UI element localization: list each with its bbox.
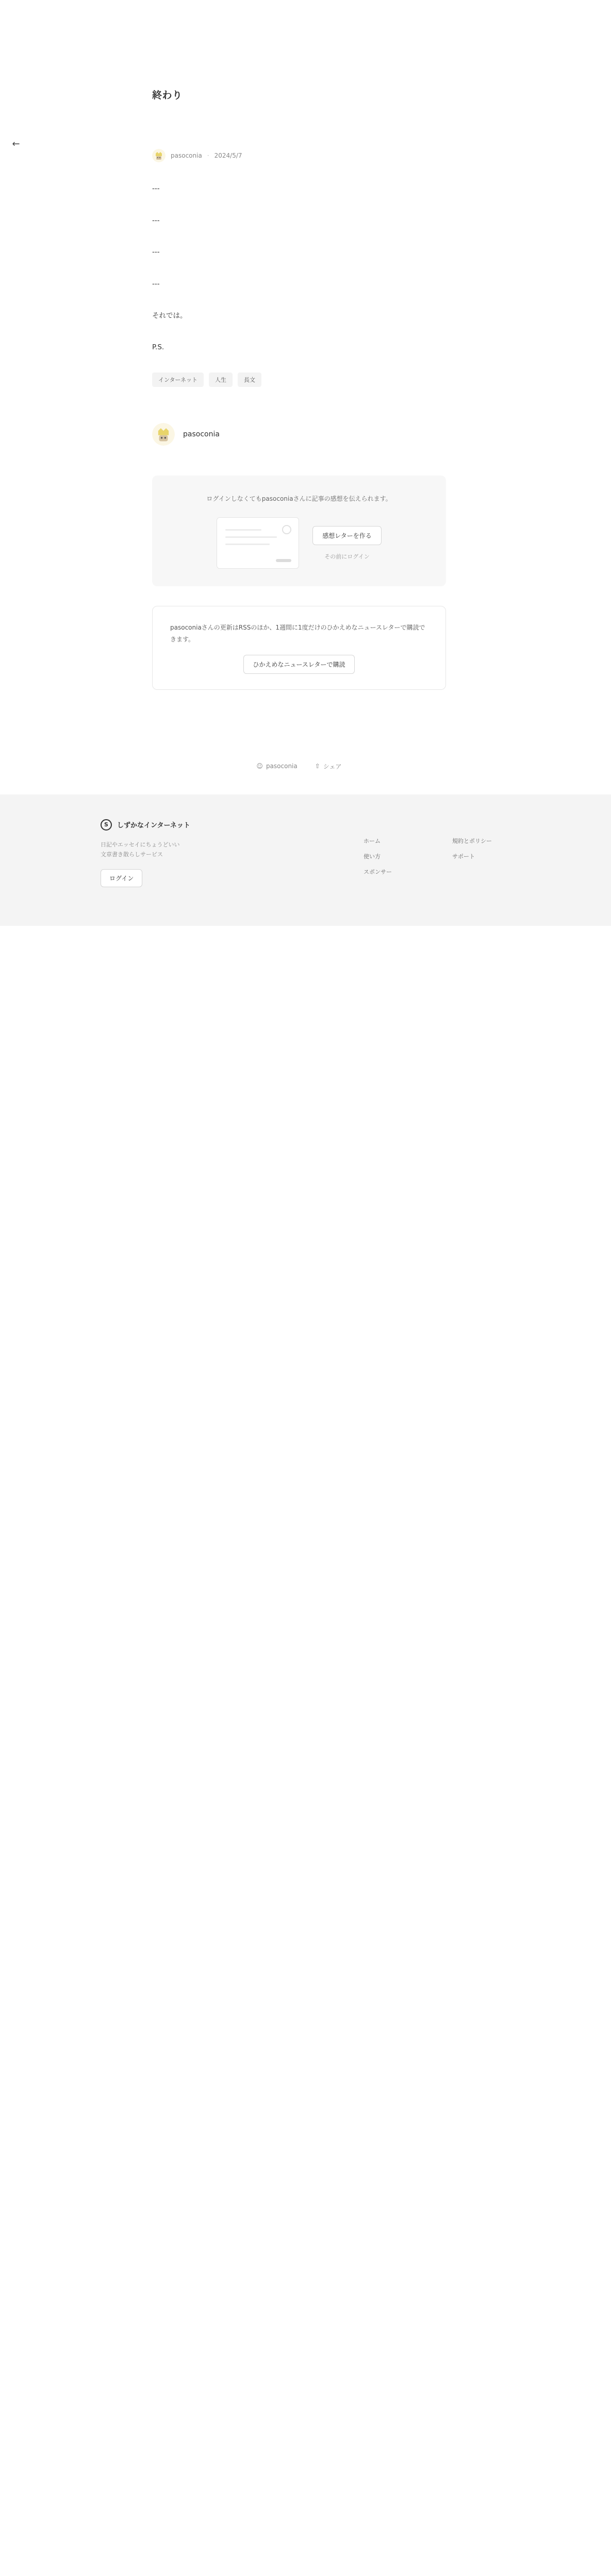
footer-link-sponsor[interactable]: スポンサー [364, 868, 392, 875]
share-button[interactable] [315, 762, 342, 771]
author-avatar[interactable] [152, 423, 175, 446]
preview-line [225, 544, 270, 545]
article [152, 0, 446, 771]
footer-nav-legal [452, 819, 541, 926]
tag-list [152, 372, 446, 387]
tag[interactable]: インターネット [152, 372, 204, 387]
avatar[interactable] [152, 149, 166, 162]
footer-link-guide[interactable]: 使い方 [364, 853, 381, 860]
stamp-icon [282, 525, 291, 534]
brand-desc-line: 文章書き散らしサービス [101, 851, 163, 858]
article-body [152, 182, 446, 355]
tag[interactable]: 人生 [209, 372, 233, 387]
brand-name: しずかなインターネット [117, 822, 190, 830]
share-icon: ⇧ [315, 762, 320, 770]
page [0, 0, 611, 926]
footer-nav-main [364, 819, 452, 926]
brand-description [101, 840, 364, 860]
letter-preview-image [217, 517, 299, 569]
footer-login-button[interactable]: ログイン [101, 869, 142, 887]
author-link[interactable]: pasoconia [171, 152, 202, 159]
site-footer [0, 794, 611, 926]
back-arrow-icon[interactable]: ← [12, 138, 20, 149]
letter-card [152, 476, 446, 586]
author-name[interactable]: pasoconia [183, 430, 220, 439]
divider-text: --- [152, 216, 160, 225]
tag[interactable]: 長文 [238, 372, 261, 387]
footer-link-support[interactable]: サポート [452, 853, 475, 860]
divider-text: --- [152, 280, 160, 289]
share-label: シェア [323, 762, 342, 770]
preview-line [225, 529, 261, 531]
footer-link-terms[interactable]: 規約とポリシー [452, 837, 492, 844]
brand-desc-line: 日記やエッセイにちょうどいい [101, 841, 180, 848]
user-icon: ☺ [256, 762, 263, 770]
author-home-label: pasoconia [266, 762, 298, 770]
write-letter-button[interactable]: 感想レターを作る [312, 526, 382, 545]
preview-line [225, 536, 277, 538]
newsletter-button-wrap [170, 655, 428, 674]
subscribe-newsletter-button[interactable]: ひかえめなニュースレターで購読 [243, 655, 355, 674]
share-row [152, 762, 446, 771]
send-icon [276, 559, 291, 562]
meta-separator: · [207, 152, 209, 159]
article-meta [152, 149, 446, 162]
letter-row [168, 517, 431, 569]
author-block[interactable] [152, 423, 446, 446]
divider-text: --- [152, 248, 160, 257]
brand-logo-icon: S [101, 819, 112, 831]
divider-text: --- [152, 184, 160, 193]
article-title: 終わり [152, 90, 183, 101]
letter-note: ログインしなくてもpasoconiaさんに記事の感想を伝えられます。 [206, 495, 392, 503]
letter-actions [312, 526, 382, 561]
publish-date: 2024/5/7 [214, 152, 242, 159]
paragraph: それでは。 [152, 311, 187, 320]
paragraph: P.S. [152, 343, 164, 352]
newsletter-text: pasoconiaさんの更新はRSSのほか、1週間に1度だけのひかえめなニュースレターで購読できます。 [170, 624, 425, 643]
brand-row[interactable] [101, 819, 364, 831]
newsletter-card [152, 606, 446, 690]
footer-link-home[interactable]: ホーム [364, 837, 381, 844]
author-home-link[interactable] [256, 762, 297, 771]
footer-brand [101, 819, 364, 926]
login-first-link[interactable]: その前にログイン [324, 553, 370, 560]
